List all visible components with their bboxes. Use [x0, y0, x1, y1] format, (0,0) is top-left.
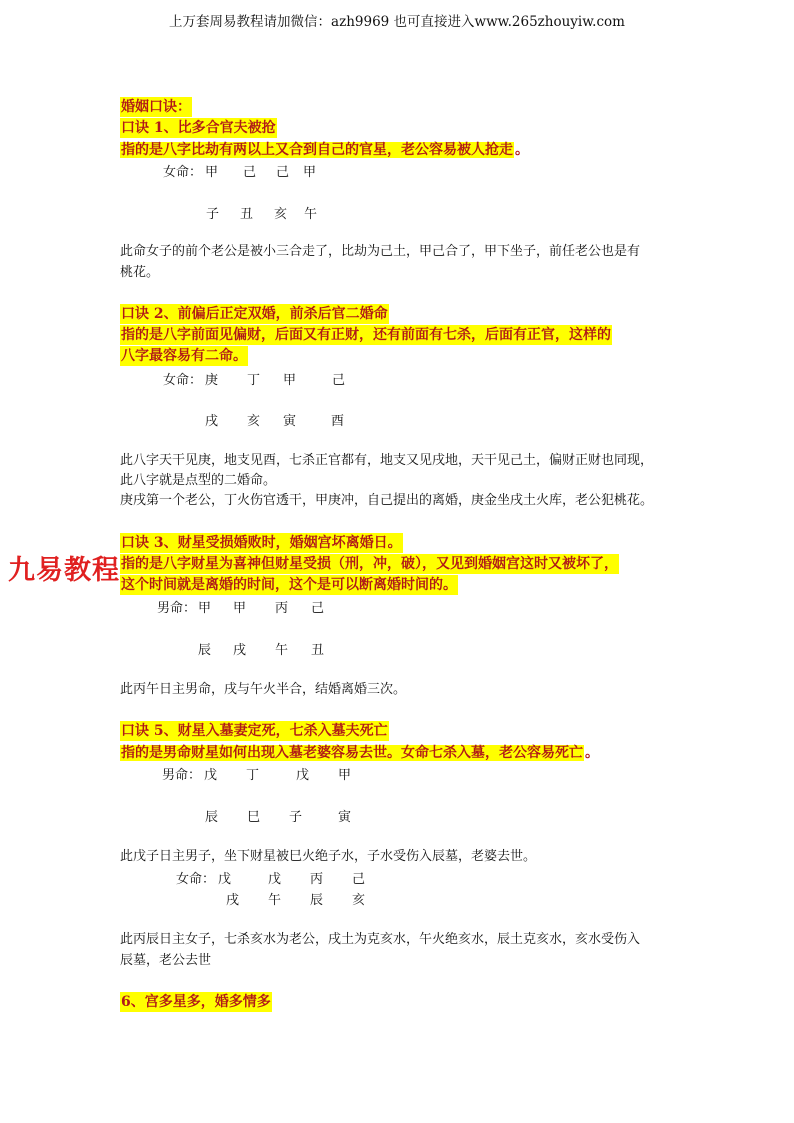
branch: 戌	[205, 414, 219, 429]
rule-5-description: 指的是男命财星如何出现入墓老婆容易去世。女命七杀入墓，老公容易死亡	[121, 745, 583, 761]
rule-5-note-line: 此丙辰日主女子，七杀亥水为老公，戌土为克亥水，午火绝亥水，辰土克亥水，亥水受伤入	[120, 932, 641, 947]
rule-1-note-line: 此命女子的前个老公是被小三合走了，比劫为己土，甲己合了，甲下坐子，前任老公也是有	[120, 244, 641, 259]
stem: 甲	[233, 601, 247, 616]
branch: 午	[275, 643, 289, 658]
rule-1-description: 指的是八字比劫有两以上又合到自己的官星，老公容易被人抢走	[121, 142, 513, 158]
rule-2-note-line: 此八字天干见庚，地支见酉，七杀正官都有，地支又见戌地，天干见己土，偏财正财也同现，	[120, 453, 654, 468]
branch: 子	[289, 810, 303, 825]
stem: 丙	[275, 601, 289, 616]
chart-label: 女命：	[163, 373, 203, 388]
stem: 丁	[246, 768, 260, 783]
stem: 戊	[268, 872, 282, 887]
rule-1-description-end: 。	[515, 142, 529, 158]
rule-2-title: 口诀 2、前偏后正定双婚，前杀后官二婚命	[121, 306, 388, 322]
branch: 酉	[331, 414, 345, 429]
stem: 己	[332, 373, 346, 388]
chart-label: 男命：	[157, 601, 197, 616]
branch: 亥	[352, 893, 366, 908]
branch: 戌	[226, 893, 240, 908]
rule-3-description: 指的是八字财星为喜神但财星受损（刑，冲，破），又见到婚姻宫这时又被坏了，	[121, 556, 618, 572]
stem: 戊	[204, 768, 218, 783]
stem: 丁	[247, 373, 261, 388]
rule-3-note-line: 此丙午日主男命，戌与午火半合，结婚离婚三次。	[120, 682, 407, 697]
watermark-logo: 九易教程	[8, 555, 120, 586]
branch: 辰	[310, 893, 324, 908]
rule-2-note-line: 庚戌第一个老公，丁火伤官透干，甲庚冲，自己提出的离婚，庚金坐戌土火库，老公犯桃花。	[120, 493, 654, 508]
rule-1-note-line: 桃花。	[120, 265, 160, 280]
chart-label: 男命：	[162, 768, 202, 783]
rule-2-description: 指的是八字前面见偏财，后面又有正财，还有前面有七杀，后面有正官，这样的	[121, 327, 611, 343]
stem: 戊	[218, 872, 232, 887]
rule-5-note-line: 此戊子日主男子，坐下财星被巳火绝子水，子水受伤入辰墓，老婆去世。	[120, 849, 537, 864]
rule-1-title: 口诀 1、比多合官夫被抢	[121, 120, 276, 136]
doc-heading: 婚姻口诀：	[121, 99, 191, 115]
chart-label: 女命：	[176, 872, 216, 887]
rule-2-note-line: 此八字就是点型的二婚命。	[120, 473, 277, 488]
branch: 午	[304, 207, 318, 222]
rule-3-title: 口诀 3、财星受损婚败时，婚姻宫坏离婚日。	[121, 535, 402, 551]
branch: 子	[206, 207, 220, 222]
stem: 己	[243, 165, 257, 180]
branch: 戌	[233, 643, 247, 658]
rule-5-title: 口诀 5、财星入墓妻定死，七杀入墓夫死亡	[121, 723, 388, 739]
stem: 甲	[205, 165, 219, 180]
stem: 甲	[198, 601, 212, 616]
branch: 辰	[198, 643, 212, 658]
stem: 庚	[205, 373, 219, 388]
branch: 巳	[247, 810, 261, 825]
stem: 己	[311, 601, 325, 616]
branch: 午	[268, 893, 282, 908]
rule-5-description-end: 。	[585, 745, 599, 761]
branch: 丑	[240, 207, 254, 222]
branch: 寅	[338, 810, 352, 825]
stem: 丙	[310, 872, 324, 887]
branch: 辰	[205, 810, 219, 825]
stem: 戊	[296, 768, 310, 783]
branch: 亥	[247, 414, 261, 429]
branch: 寅	[283, 414, 297, 429]
branch: 亥	[274, 207, 288, 222]
stem: 甲	[283, 373, 297, 388]
stem: 己	[352, 872, 366, 887]
stem: 甲	[303, 165, 317, 180]
rule-5-note-line: 辰墓，老公去世	[120, 953, 212, 968]
stem: 己	[276, 165, 290, 180]
rule-2-description: 八字最容易有二命。	[121, 348, 247, 364]
rule-6-title: 6、宫多星多，婚多情多	[121, 994, 271, 1010]
stem: 甲	[338, 768, 352, 783]
rule-3-description: 这个时间就是离婚的时间，这个是可以断离婚时间的。	[121, 577, 457, 593]
branch: 丑	[311, 643, 325, 658]
page-header: 上万套周易教程请加微信：azh9969 也可直接进入www.265zhouyiw.com	[169, 14, 625, 30]
chart-label: 女命：	[163, 165, 203, 180]
